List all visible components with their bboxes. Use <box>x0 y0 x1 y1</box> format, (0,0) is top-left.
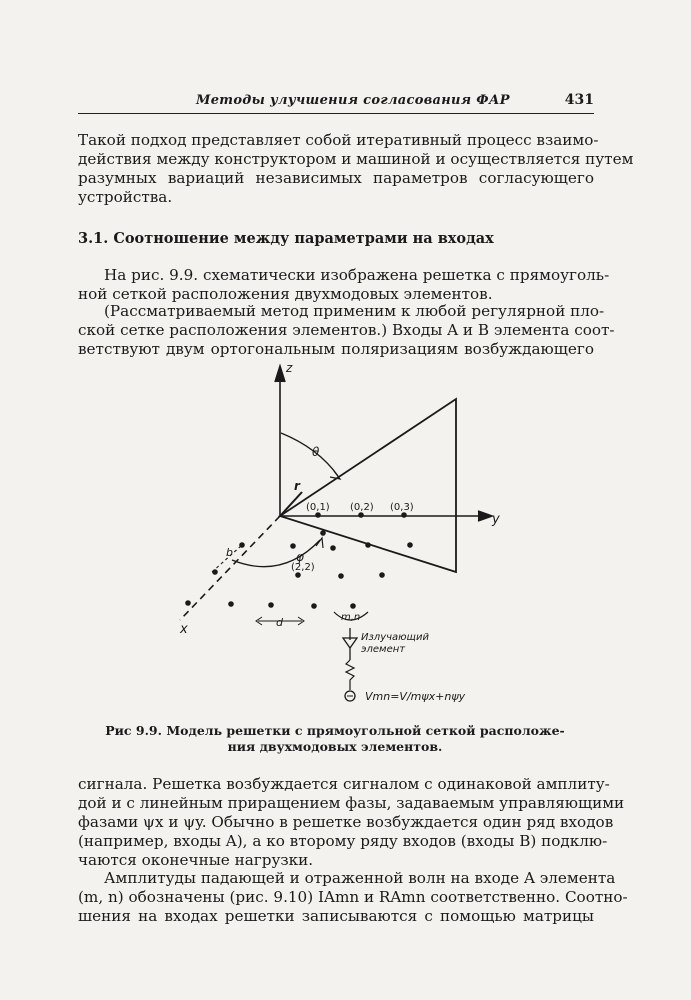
text-line: Амплитуды падающей и отраженной волн на входе A элемента <box>104 869 616 887</box>
mn-label: m,n <box>341 612 361 623</box>
x-axis-label: x <box>180 622 188 637</box>
element-dot <box>379 572 385 578</box>
text-line: ной сеткой расположения двухмодовых элементов. <box>78 285 493 303</box>
element-dot <box>365 542 371 548</box>
element-dot <box>212 569 218 575</box>
element-label-03: (0,3) <box>390 502 414 513</box>
element-dot <box>350 603 356 609</box>
element-dot <box>290 543 296 549</box>
radiating-label-2: элемент <box>361 644 406 655</box>
text-line: ветствуют двум ортогональным поляризациям возбуждающего <box>78 340 594 358</box>
element-dot <box>295 572 301 578</box>
resistor-symbol <box>346 660 354 690</box>
page-number: 431 <box>564 92 594 108</box>
element-dot <box>315 512 321 518</box>
theta-arc <box>281 433 338 476</box>
r-vector-label: r <box>294 479 300 493</box>
element-label-01: (0,1) <box>306 502 330 513</box>
text-line: На рис. 9.9. схематически изображена решетка с прямоуголь- <box>104 266 610 284</box>
d-label: d <box>276 616 283 629</box>
text-line: разумных вариаций независимых параметров согласующего <box>78 169 594 187</box>
b-label: b <box>226 546 233 559</box>
element-dot <box>228 601 234 607</box>
element-dot <box>401 512 407 518</box>
z-arrow <box>275 366 285 382</box>
element-dot <box>330 545 336 551</box>
radiating-label-1: Излучающий <box>361 632 429 643</box>
element-dot <box>338 573 344 579</box>
paragraph-4 <box>78 869 628 926</box>
text-line: (например, входы A), а ко второму ряду входов (входы B) подклю- <box>78 832 608 850</box>
text-line: чаются оконечные нагрузки. <box>78 851 314 869</box>
theta-label: θ <box>312 445 320 459</box>
text-line: (m, n) обозначены (рис. 9.10) IAmn и RAmn соответственно. Соотно- <box>78 888 628 906</box>
text-line: (Рассматриваемый метод применим к любой регулярной пло- <box>104 302 605 320</box>
element-dot <box>268 602 274 608</box>
text-line: действия между конструктором и машиной и осуществляется путем <box>78 150 634 168</box>
y-axis-label: y <box>492 512 500 527</box>
text-line: фазами ψx и ψy. Обычно в решетке возбуждается один ряд входов <box>78 813 614 831</box>
y-arrow <box>478 511 492 521</box>
element-dot <box>239 542 245 548</box>
element-dot <box>311 603 317 609</box>
caption-line: ния двухмодовых элементов. <box>227 739 443 754</box>
caption-line: Рис 9.9. Модель решетки с прямоугольной сеткой расположе- <box>105 723 565 738</box>
z-axis-label: z <box>286 361 293 375</box>
element-label-02: (0,2) <box>350 502 374 513</box>
phi-label: φ <box>296 550 304 564</box>
text-line: устройства. <box>78 188 173 206</box>
text-line: дой и с линейным приращением фазы, задаваемым управляющими <box>78 794 625 812</box>
paragraph-3 <box>78 775 625 870</box>
element-dot <box>320 530 326 536</box>
element-dot <box>185 600 191 606</box>
element-dot <box>407 542 413 548</box>
text-line: шения на входах решетки записываются с помощью матрицы <box>78 907 594 925</box>
text-line: Такой подход представляет собой итеративный процесс взаимо- <box>78 131 599 149</box>
section-heading: 3.1. Соотношение между параметрами на входах <box>78 230 494 247</box>
voltage-label: Vmn=V/mψx+nψy <box>365 690 466 703</box>
element-dot <box>358 512 364 518</box>
text-line: ской сетке расположения элементов.) Входы A и B элемента соот- <box>78 321 615 339</box>
element-label-22: (2,2) <box>291 562 315 573</box>
figure-caption <box>100 723 570 755</box>
running-title: Методы улучшения согласования ФАР <box>196 93 510 108</box>
text-line: сигнала. Решетка возбуждается сигналом с одинаковой амплиту- <box>78 775 610 793</box>
